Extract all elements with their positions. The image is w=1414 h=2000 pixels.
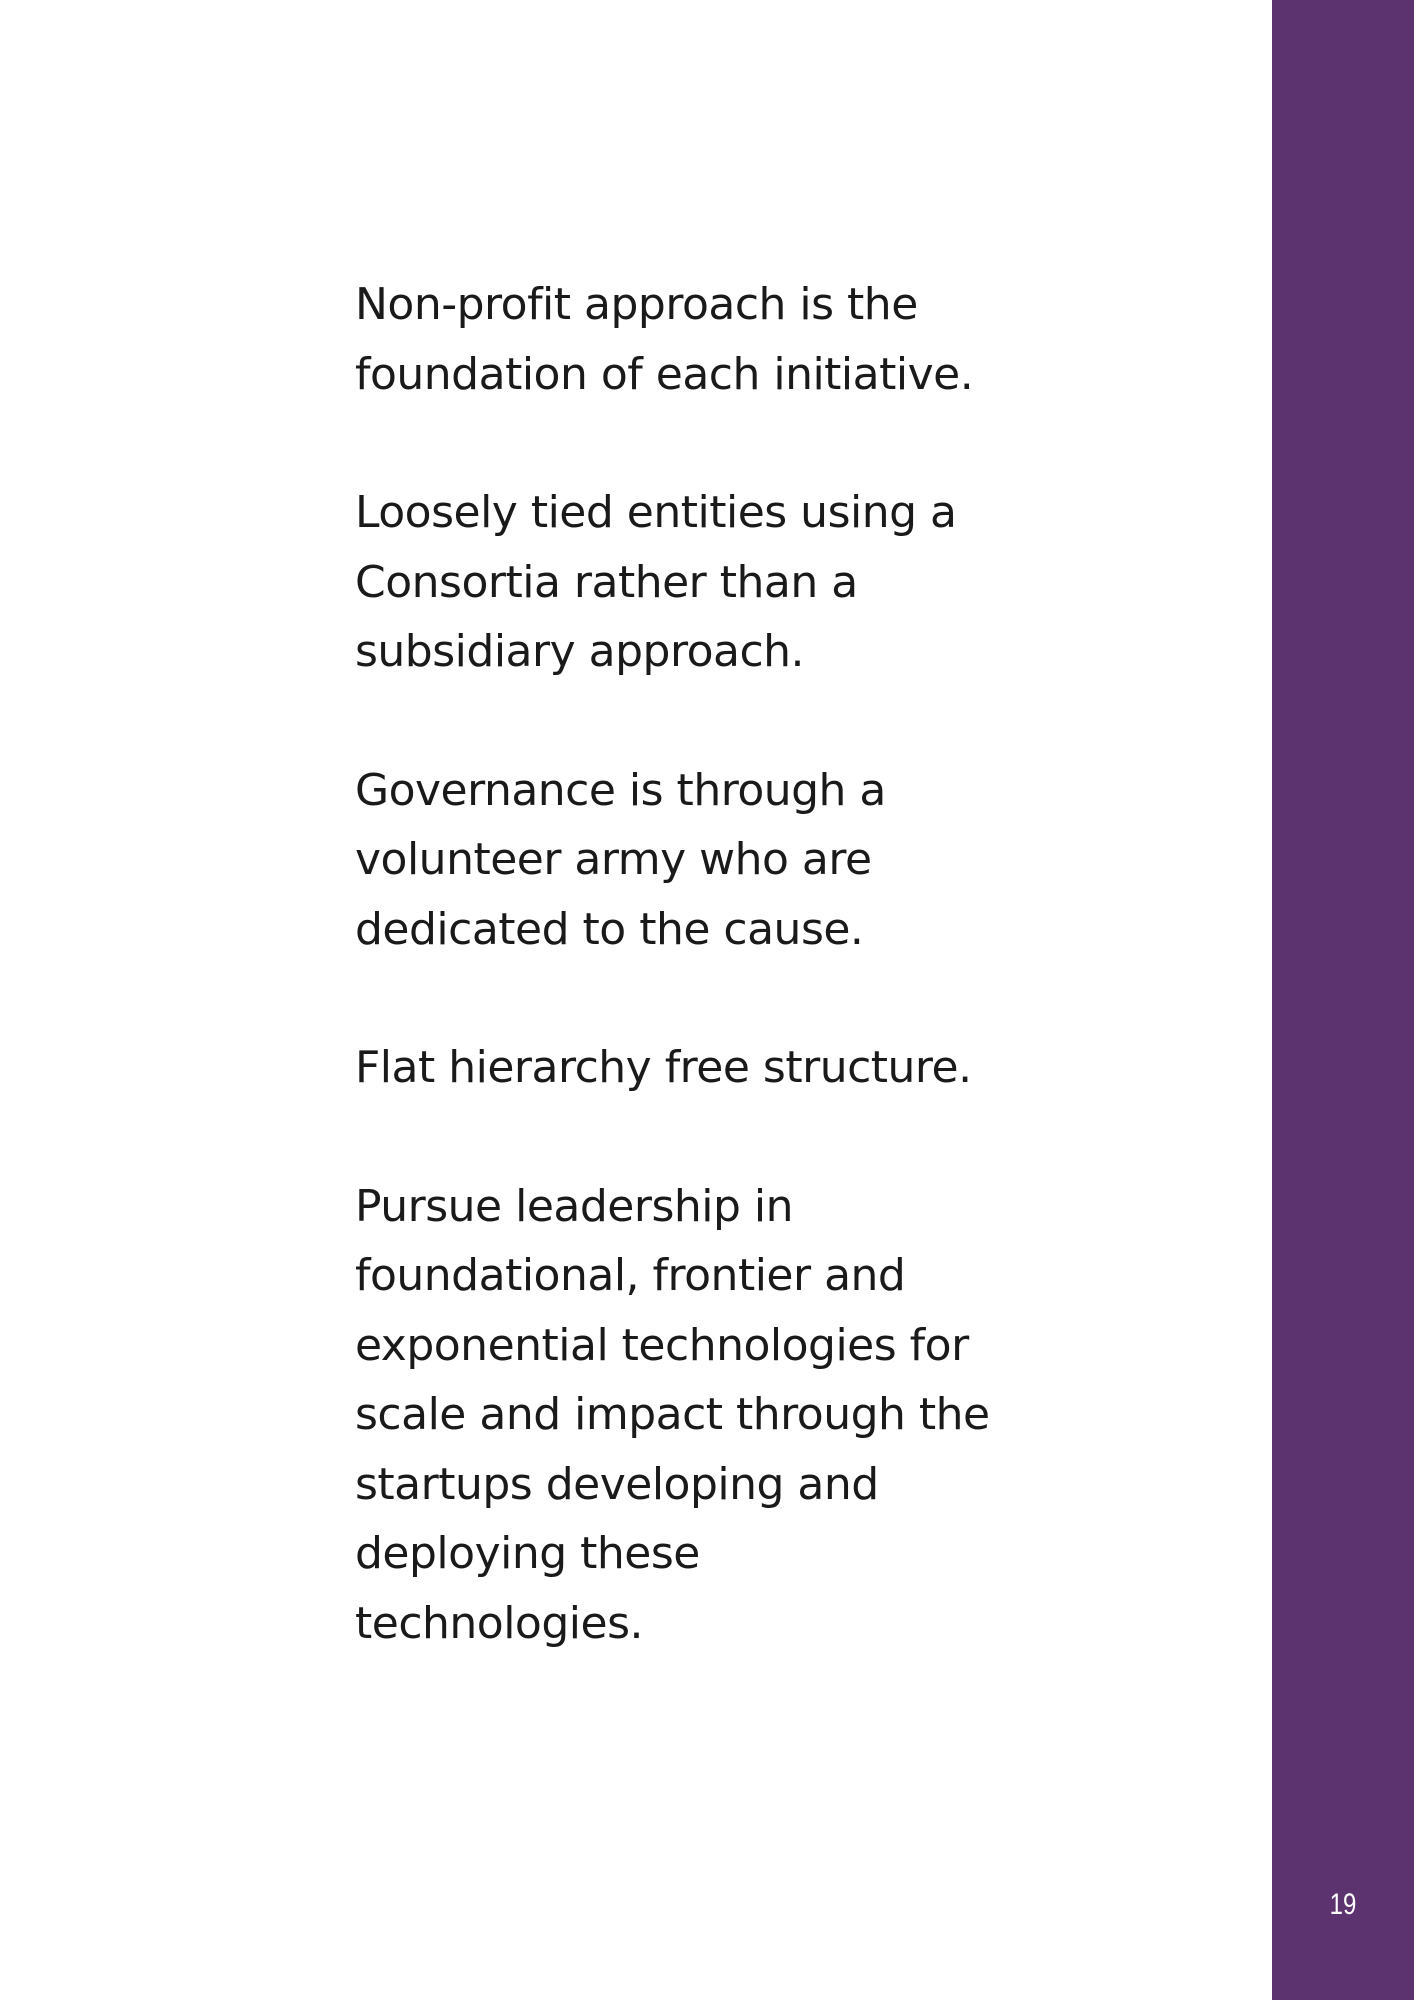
page-number: 19	[1329, 1888, 1357, 1921]
paragraph-leadership: Pursue leadership in foundational, frontier and exponential technologies for scale and impact through the startups developing and deploying these technologies.	[355, 1180, 990, 1649]
paragraph-consortia: Loosely tied entities using a Consortia rather than a subsidiary approach.	[355, 487, 957, 677]
paragraph-hierarchy: Flat hierarchy free structure.	[355, 1042, 972, 1093]
paragraph-nonprofit: Non-profit approach is the foundation of each initiative.	[355, 279, 974, 400]
paragraph-governance: Governance is through a volunteer army who are dedicated to the cause.	[355, 764, 886, 955]
body-text	[355, 270, 995, 1727]
sidebar-band	[1272, 0, 1414, 2000]
